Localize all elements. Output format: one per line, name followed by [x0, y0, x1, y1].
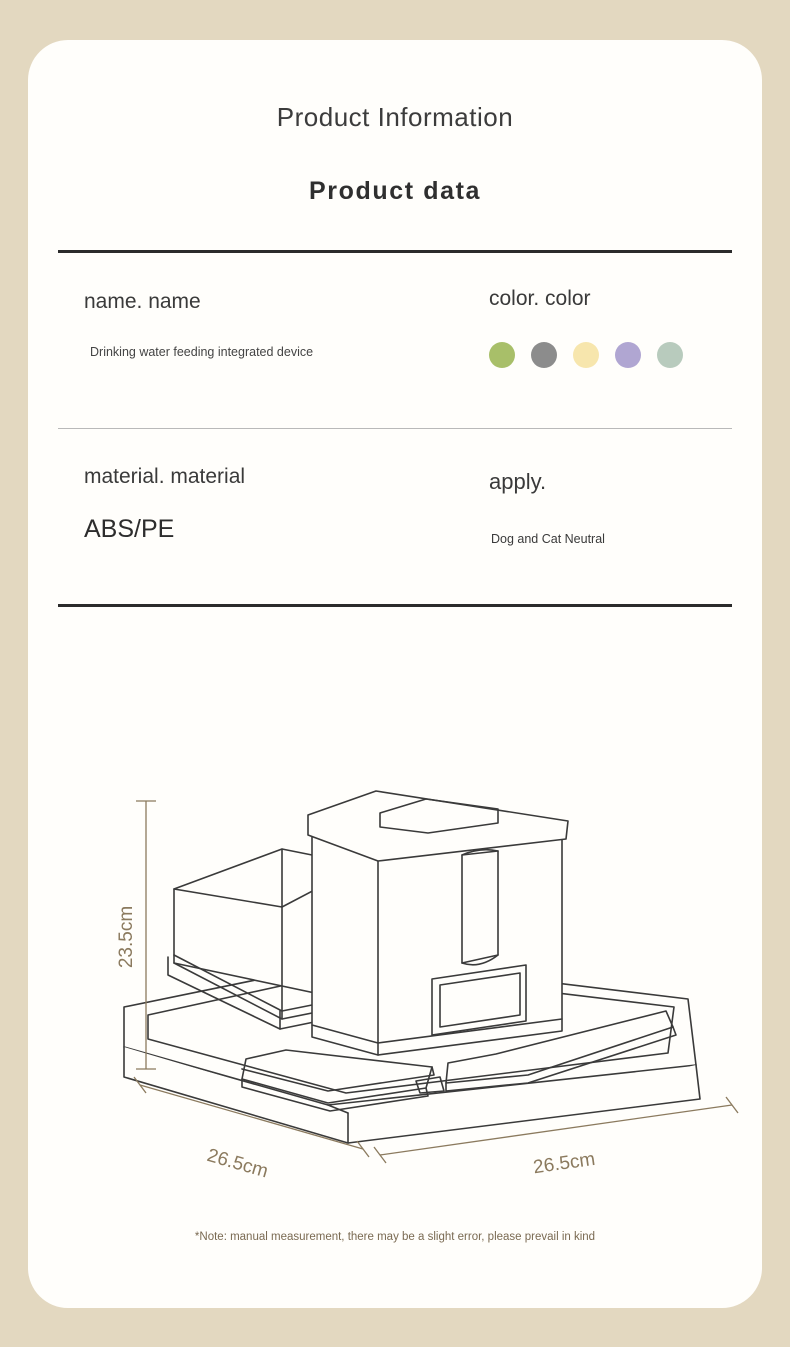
spec-cell-material [58, 429, 395, 604]
product-line-drawing [28, 607, 762, 1207]
dimension-depth-label: 26.5cm [204, 1145, 271, 1183]
measurement-note: *Note: manual measurement, there may be a slight error, please prevail in kind [194, 1231, 596, 1243]
dimension-height-label: 23.5cm [116, 905, 137, 969]
color-swatch-lavender-purple[interactable] [615, 342, 641, 368]
spec-label-name: name. name [84, 290, 201, 313]
color-swatch-cream-yellow[interactable] [573, 342, 599, 368]
spec-label-apply: apply. [489, 469, 547, 494]
spec-value-material: ABS/PE [84, 515, 175, 543]
product-info-card [28, 40, 762, 1308]
product-dimension-diagram [28, 607, 762, 1207]
color-swatch-list [489, 342, 732, 368]
spec-value-name: Drinking water feeding integrated device [90, 345, 314, 359]
spec-row-material-apply [28, 429, 762, 604]
section-subtitle: Product data [309, 177, 481, 205]
spec-cell-name [58, 253, 395, 428]
color-swatch-grey[interactable] [531, 342, 557, 368]
spec-cell-apply [395, 429, 732, 604]
spec-row-name-color [28, 253, 762, 428]
spec-value-apply: Dog and Cat Neutral [491, 532, 605, 546]
color-swatch-sage-green[interactable] [657, 342, 683, 368]
color-swatch-olive-green[interactable] [489, 342, 515, 368]
spec-label-material: material. material [84, 465, 246, 488]
dimension-width-label: 26.5cm [531, 1148, 597, 1179]
page-title: Product Information [276, 102, 514, 132]
spec-cell-color [395, 253, 732, 428]
spec-label-color: color. color [489, 287, 591, 310]
